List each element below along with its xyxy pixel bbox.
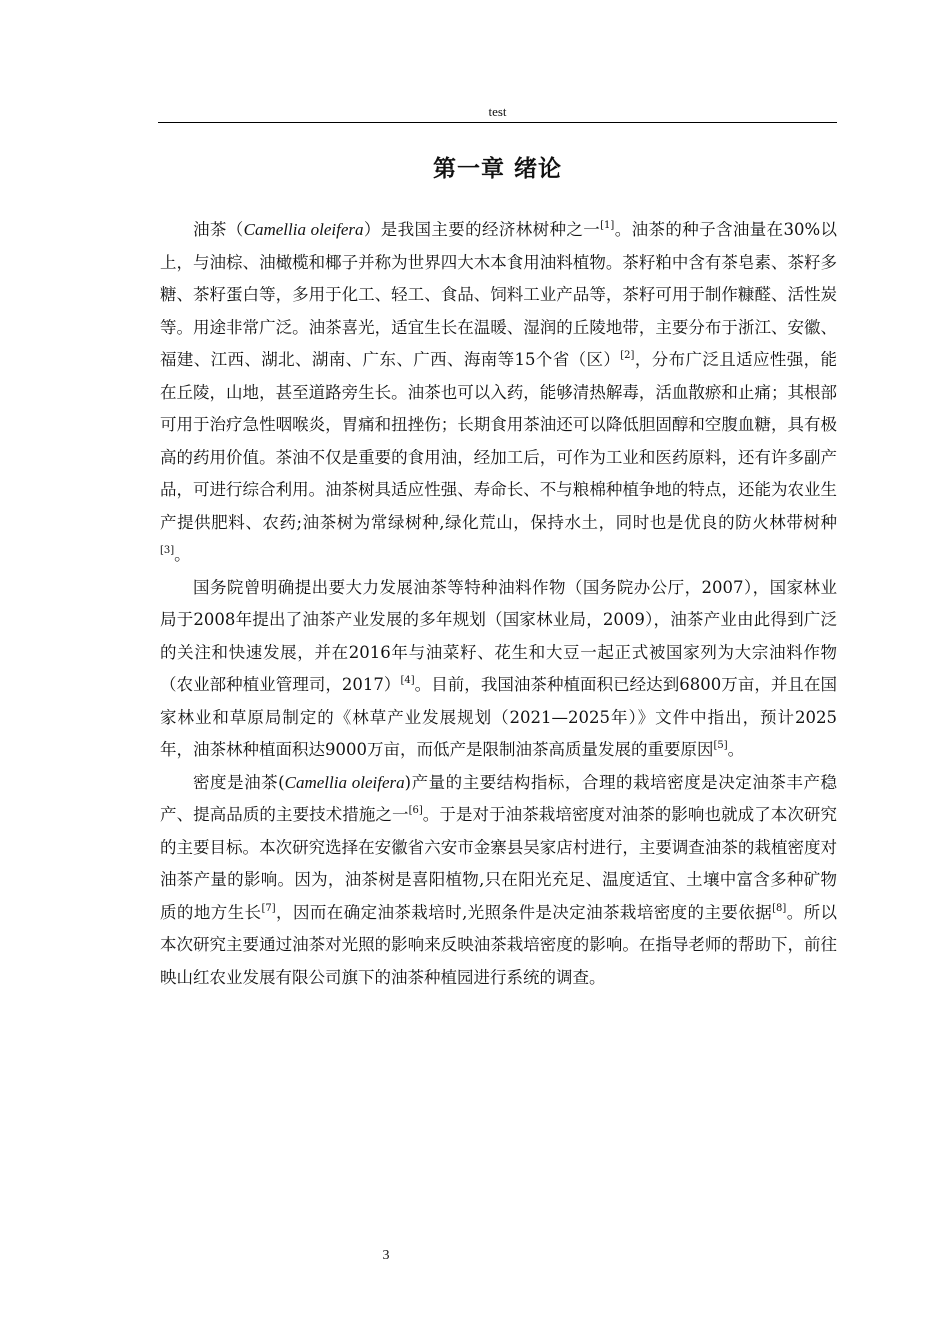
citation-ref-6: [6] bbox=[408, 805, 423, 816]
text-run: 密度是油茶( bbox=[193, 772, 285, 792]
header-rule bbox=[158, 122, 837, 123]
text-run: ，因而在确定油茶栽培时,光照条件是决定油茶栽培密度的主要依据 bbox=[275, 902, 773, 922]
text-run: 。 bbox=[727, 740, 745, 759]
citation-ref-8: [8] bbox=[772, 902, 787, 914]
running-header: test bbox=[488, 104, 507, 119]
text-run: ）是我国主要的经济林树种之一 bbox=[363, 220, 601, 239]
paragraph-3 bbox=[160, 767, 837, 995]
citation-ref-7: [7] bbox=[261, 902, 276, 914]
page-number: 3 bbox=[382, 1248, 390, 1263]
text-run: 国务院曾明确提出要大力发展油茶等特种油料作物（国务院办公厅，2007），国家林业局于2008年提出了油茶产业发展的多年规划（国家林业局，2009），油茶产业由此得到广泛的关注和快速发展，并在2016年与油菜籽、花生和大豆一起正式被国家列为大宗油料作物（农业部种植业管理司，2017） bbox=[160, 577, 837, 694]
latin-name: Camellia oleifera bbox=[284, 772, 405, 792]
text-run: 。于是对于油茶栽培密度对油茶的影响也就成了本次研究的主要目标。本次研究选择在安徽省六安市金寨县吴家店村进行，主要调查油茶的栽植密度对油茶产量的影响。因为，油茶树是喜阳植物,只在阳光充足、温度适宜、土壤中富含多种矿物质的地方生长 bbox=[160, 805, 838, 922]
text-run: 油茶（ bbox=[193, 220, 244, 239]
citation-ref-4: [4] bbox=[400, 675, 415, 686]
text-run: 。 bbox=[174, 545, 191, 564]
text-run: )产量的主要结构指标，合理的栽培密度是决定油茶丰产稳产、提高品质的主要技术措施之一 bbox=[160, 772, 837, 824]
body-text bbox=[160, 214, 837, 994]
citation-ref-3: [3] bbox=[160, 545, 175, 556]
latin-name: Camellia oleifera bbox=[243, 220, 364, 239]
text-run: 。油茶的种子含油量在30%以上，与油棕、油橄榄和椰子并称为世界四大木本食用油料植物。茶籽粕中含有茶皂素、茶籽多糖、茶籽蛋白等，多用于化工、轻工、食品、饲料工业产品等，茶籽可用于制作糠醛、活性炭等。用途非常广泛。油茶喜光，适宜生长在温暖、湿润的丘陵地带，主要分布于浙江、安徽、福建、江西、湖北、湖南、广东、广西、海南等15个省（区） bbox=[160, 220, 838, 369]
paragraph-1 bbox=[160, 214, 837, 572]
citation-ref-1: [1] bbox=[600, 220, 615, 231]
citation-ref-5: [5] bbox=[713, 740, 728, 751]
paragraph-2 bbox=[160, 572, 837, 767]
chapter-title: 第一章 绪论 bbox=[432, 156, 562, 182]
text-run: ，分布广泛且适应性强，能在丘陵，山地，甚至道路旁生长。油茶也可以入药，能够清热解毒，活血散瘀和止痛；其根部可用于治疗急性咽喉炎，胃痛和扭挫伤；长期食用茶油还可以降低胆固醇和空腹血糖，具有极高的药用价值。茶油不仅是重要的食用油，经加工后，可作为工业和医药原料，还有许多副产品，可进行综合利用。油茶树具适应性强、寿命长、不与粮棉种植争地的特点，还能为农业生产提供肥料、农药;油茶树为常绿树种,绿化荒山，保持水土，同时也是优良的防火林带树种 bbox=[160, 350, 838, 532]
text-run: 。目前，我国油茶种植面积已经达到6800万亩，并且在国家林业和草原局制定的《林草产业发展规划（2021—2025年）》文件中指出，预计2025年，油茶林种植面积达9000万亩，而低产是限制油茶高质量发展的重要原因 bbox=[160, 675, 837, 759]
citation-ref-2: [2] bbox=[620, 350, 635, 361]
text-run: 。所以本次研究主要通过油茶对光照的影响来反映油茶栽培密度的影响。在指导老师的帮助下，前往映山红农业发展有限公司旗下的油茶种植园进行系统的调查。 bbox=[160, 902, 838, 987]
